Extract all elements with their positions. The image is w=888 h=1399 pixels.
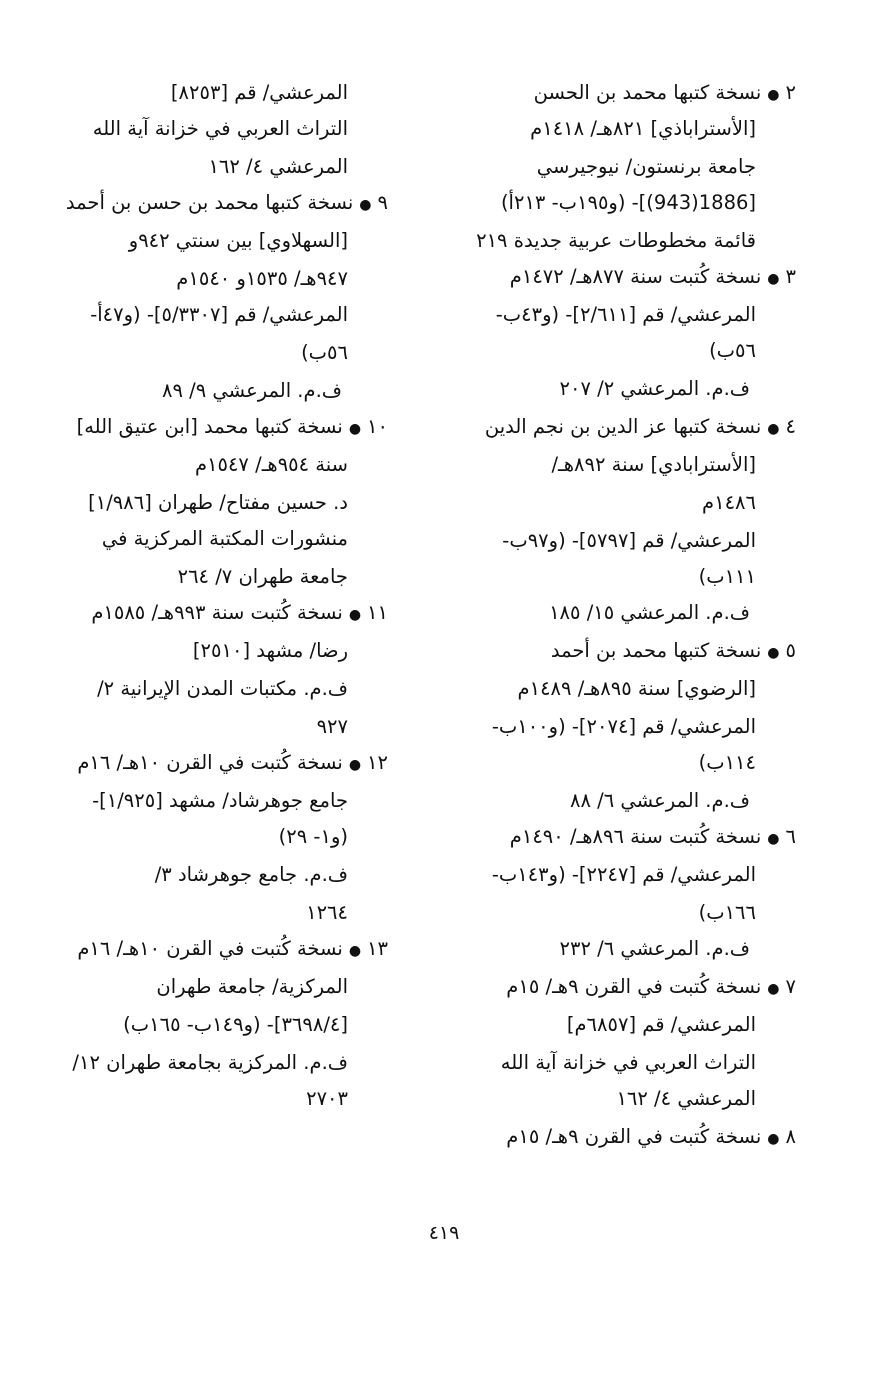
entry-10-line: د. حسين مفتاح/ طهران [١/٩٨٦] xyxy=(88,491,348,514)
entry-9-title: ٩●نسخة كتبها محمد بن حسن بن أحمد xyxy=(66,188,388,220)
entry-10-title: ١٠●نسخة كتبها محمد [ابن عتيق الله] xyxy=(77,412,388,444)
entry-4-line: المرعشي/ قم [٥٧٩٧]- (و٩٧ب- xyxy=(502,529,756,552)
entry-12-line: ف.م. جامع جوهرشاد ٣/ xyxy=(154,863,348,886)
entry-4-line: ١١١ب) xyxy=(698,565,756,588)
continuation-line: التراث العربي في خزانة آية الله xyxy=(92,117,348,140)
entry-5-title: ٥●نسخة كتبها محمد بن أحمد xyxy=(551,636,796,668)
entry-6-line: المرعشي/ قم [٢٢٤٧]- (و١٤٣ب- xyxy=(491,863,756,886)
bullet-icon: ● xyxy=(348,757,362,773)
entry-9-line: [السهلاوي] بين سنتي ٩٤٢و xyxy=(128,229,348,252)
bullet-icon: ● xyxy=(348,421,362,437)
entry-13-line: ٢٧٠٣ xyxy=(306,1087,348,1110)
bullet-icon: ● xyxy=(767,1131,780,1147)
entry-12-title: ١٢●نسخة كُتبت في القرن ١٠هـ/ ١٦م xyxy=(77,748,388,780)
entry-13-line: ف.م. المركزية بجامعة طهران ١٢/ xyxy=(72,1051,348,1074)
entry-9-line: ٥٦ب) xyxy=(301,341,348,364)
entry-8-title: ٨●نسخة كُتبت في القرن ٩هـ/ ١٥م xyxy=(506,1122,796,1154)
entry-3-line: المرعشي/ قم [٢/٦١١]- (و٤٣ب- xyxy=(495,303,756,326)
bullet-icon: ● xyxy=(767,831,780,847)
entry-7-title: ٧●نسخة كُتبت في القرن ٩هـ/ ١٥م xyxy=(506,972,796,1004)
bullet-icon: ● xyxy=(767,271,780,287)
entry-12-line: ١٢٦٤ xyxy=(306,901,348,924)
entry-3-line: ٥٦ب) xyxy=(709,339,756,362)
entry-7-line: التراث العربي في خزانة آية الله xyxy=(500,1051,756,1074)
entry-10-line: سنة ٩٥٤هـ/ ١٥٤٧م xyxy=(194,453,348,476)
continuation-line: المرعشي/ قم [٨٢٥٣] xyxy=(170,81,348,104)
entry-10-line: منشورات المكتبة المركزية في xyxy=(101,527,348,550)
entry-6-line: ف.م. المرعشي ٦/ ٢٣٢ xyxy=(559,937,750,960)
bullet-icon: ● xyxy=(348,607,362,623)
entry-2-line: قائمة مخطوطات عربية جديدة ٢١٩ xyxy=(476,229,756,252)
entry-12-line: (و١- ٢٩) xyxy=(278,825,348,848)
entry-2-line: [1886(943)]- (و١٩٥ب- ٢١٣أ) xyxy=(500,191,756,214)
entry-11-line: ٩٢٧ xyxy=(316,715,348,738)
entry-6-line: ١٦٦ب) xyxy=(698,901,756,924)
entry-7-line: المرعشي ٤/ ١٦٢ xyxy=(616,1087,756,1110)
entry-9-line: المرعشي/ قم [٥/٣٣٠٧]- (و٤٧أ- xyxy=(90,303,348,326)
entry-2-line: [الأستراباذي] ٨٢١هـ/ ١٤١٨م xyxy=(530,117,756,140)
bullet-icon: ● xyxy=(767,87,780,103)
bullet-icon: ● xyxy=(348,943,362,959)
entry-5-line: ف.م. المرعشي ٦/ ٨٨ xyxy=(570,789,750,812)
entry-4-line: [الأسترابادي] سنة ٨٩٢هـ/ xyxy=(551,453,756,476)
bullet-icon: ● xyxy=(767,645,780,661)
entry-4-line: ف.م. المرعشي ١٥/ ١٨٥ xyxy=(549,601,750,624)
entry-13-title: ١٣●نسخة كُتبت في القرن ١٠هـ/ ١٦م xyxy=(77,934,388,966)
entry-13-line: [٣٦٩٨/٤]- (و١٤٩ب- ١٦٥ب) xyxy=(123,1013,348,1036)
entry-3-line: ف.م. المرعشي ٢/ ٢٠٧ xyxy=(559,377,750,400)
entry-11-title: ١١●نسخة كُتبت سنة ٩٩٣هـ/ ١٥٨٥م xyxy=(91,598,388,630)
entry-11-line: ف.م. مكتبات المدن الإيرانية ٢/ xyxy=(97,677,348,700)
entry-6-title: ٦●نسخة كُتبت سنة ٨٩٦هـ/ ١٤٩٠م xyxy=(510,822,796,854)
entry-12-line: جامع جوهرشاد/ مشهد [١/٩٢٥]- xyxy=(92,789,348,812)
entry-5-line: ١١٤ب) xyxy=(698,751,756,774)
page-number: ٤١٩ xyxy=(428,1222,460,1244)
continuation-line: المرعشي ٤/ ١٦٢ xyxy=(208,155,348,178)
entry-10-line: جامعة طهران ٧/ ٢٦٤ xyxy=(177,565,348,588)
entry-4-line: ١٤٨٦م xyxy=(702,491,756,514)
bullet-icon: ● xyxy=(359,197,372,213)
entry-2-title: ٢●نسخة كتبها محمد بن الحسن xyxy=(440,78,796,110)
entry-7-line: المرعشي/ قم [٦٨٥٧م] xyxy=(566,1013,756,1036)
entry-11-line: رضا/ مشهد [٢٥١٠] xyxy=(192,639,348,662)
entry-5-line: المرعشي/ قم [٢٠٧٤]- (و١٠٠ب- xyxy=(491,715,756,738)
entry-4-title: ٤●نسخة كتبها عز الدين بن نجم الدين xyxy=(485,412,796,444)
bullet-icon: ● xyxy=(767,421,780,437)
bullet-icon: ● xyxy=(767,981,780,997)
entry-2-line: جامعة برنستون/ نيوجيرسي xyxy=(536,155,756,178)
entry-13-line: المركزية/ جامعة طهران xyxy=(156,975,348,998)
entry-5-line: [الرضوي] سنة ٨٩٥هـ/ ١٤٨٩م xyxy=(517,677,756,700)
entry-9-line: ف.م. المرعشي ٩/ ٨٩ xyxy=(162,379,342,402)
entry-9-line: ٩٤٧هـ/ ١٥٣٥و ١٥٤٠م xyxy=(176,267,348,290)
entry-3-title: ٣●نسخة كُتبت سنة ٨٧٧هـ/ ١٤٧٢م xyxy=(510,262,796,294)
